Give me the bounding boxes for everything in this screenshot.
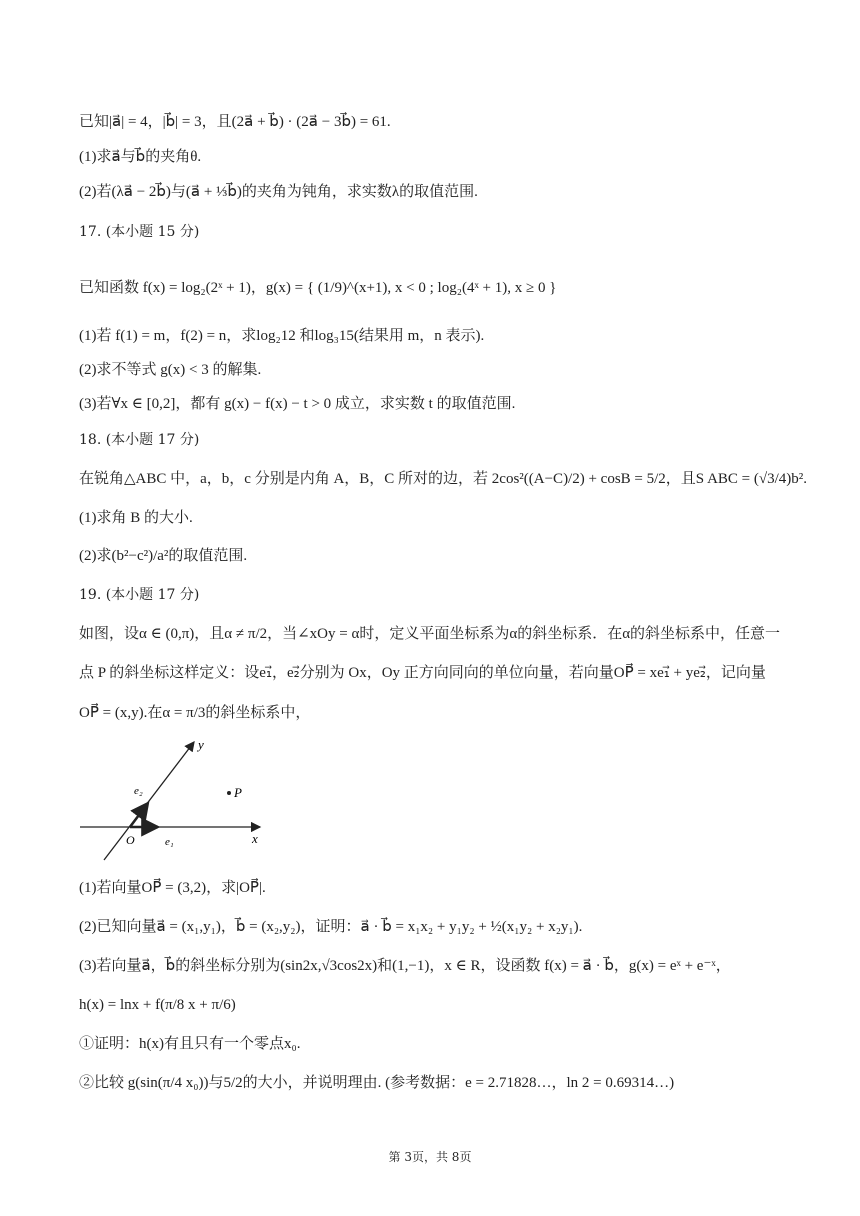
- origin-label: O: [126, 833, 135, 847]
- problem16-part2: (2)若(λa⃗ − 2b⃗)与(a⃗ + ⅓b⃗)的夹角为钝角，求实数λ的取值范围.: [79, 184, 478, 200]
- problem17-heading: 17. (本小题 15 分): [79, 224, 200, 240]
- problem19-intro-1: 如图，设α ∈ (0,π)，且α ≠ π/2，当∠xOy = α时，定义平面坐标系为α的斜坐标系．在α的斜坐标系中，任意一: [79, 626, 781, 642]
- problem17-part1: (1)若 f(1) = m，f(2) = n，求log₂12 和log₃15(结果用 m，n 表示).: [79, 328, 485, 344]
- problem18-heading: 18. (本小题 17 分): [79, 432, 200, 448]
- problem17-part2: (2)求不等式 g(x) < 3 的解集.: [79, 362, 262, 378]
- problem19-part3-sub1: ①证明：h(x)有且只有一个零点x₀.: [79, 1036, 301, 1052]
- problem16-given: 已知|a⃗| = 4，|b⃗| = 3，且(2a⃗ + b⃗) · (2a⃗ − 3b⃗) = 61.: [79, 114, 391, 130]
- problem19-part3-h: h(x) = lnx + f(π/8 x + π/6): [79, 997, 236, 1013]
- page-footer: 第 3页，共 8页: [388, 1150, 472, 1164]
- e2-label: e₂⃗: [134, 785, 152, 797]
- y-label: y: [198, 737, 204, 752]
- problem18-part1: (1)求角 B 的大小.: [79, 510, 193, 526]
- problem19-heading: 19. (本小题 17 分): [79, 587, 200, 603]
- p-label: P: [234, 785, 242, 800]
- problem18-given: 在锐角△ABC 中，a，b，c 分别是内角 A，B，C 所对的边，若 2cos²((A−C)/2) + cosB = 5/2，且S ABC = (√3/4)b².: [79, 471, 808, 487]
- problem18-part2: (2)求(b²−c²)/a²的取值范围.: [79, 548, 248, 564]
- problem17-part3: (3)若∀x ∈ [0,2]，都有 g(x) − f(x) − t > 0 成立，求实数 t 的取值范围.: [79, 396, 516, 412]
- point-p: [227, 791, 231, 795]
- problem19-part3-sub2: ②比较 g(sin(π/4 x₀))与5/2的大小，并说明理由. (参考数据：e = 2.71828…，ln 2 = 0.69314…): [79, 1075, 675, 1091]
- problem19-intro-2: 点 P 的斜坐标这样定义：设e₁⃗，e₂⃗分别为 Ox，Oy 正方向同向的单位向量，若向量OP⃗ = xe₁⃗ + ye₂⃗，记向量: [79, 665, 766, 681]
- problem19-intro-3: OP⃗ = (x,y).在α = π/3的斜坐标系中，: [79, 705, 311, 721]
- problem19-part2: (2)已知向量a⃗ = (x₁,y₁)，b⃗ = (x₂,y₂)，证明：a⃗ · b⃗ = x₁x₂ + y₁y₂ + ½(x₁y₂ + x₂y₁).: [79, 919, 583, 935]
- problem19-part1: (1)若向量OP⃗ = (3,2)，求|OP⃗|.: [79, 880, 266, 896]
- e1-label: e₁⃗: [165, 836, 183, 848]
- oblique-coordinate-figure: [76, 736, 276, 864]
- e2-vector: [130, 803, 148, 827]
- x-label: x: [252, 831, 258, 846]
- problem17-given: 已知函数 f(x) = log₂(2ˣ + 1)，g(x) = { (1/9)^(x+1), x < 0 ; log₂(4ˣ + 1), x ≥ 0 }: [79, 280, 557, 296]
- problem16-part1: (1)求a⃗与b⃗的夹角θ.: [79, 149, 202, 165]
- problem19-part3: (3)若向量a⃗，b⃗的斜坐标分别为(sin2x,√3cos2x)和(1,−1)，x ∈ R，设函数 f(x) = a⃗ · b⃗，g(x) = eˣ + e⁻ˣ，: [79, 958, 731, 974]
